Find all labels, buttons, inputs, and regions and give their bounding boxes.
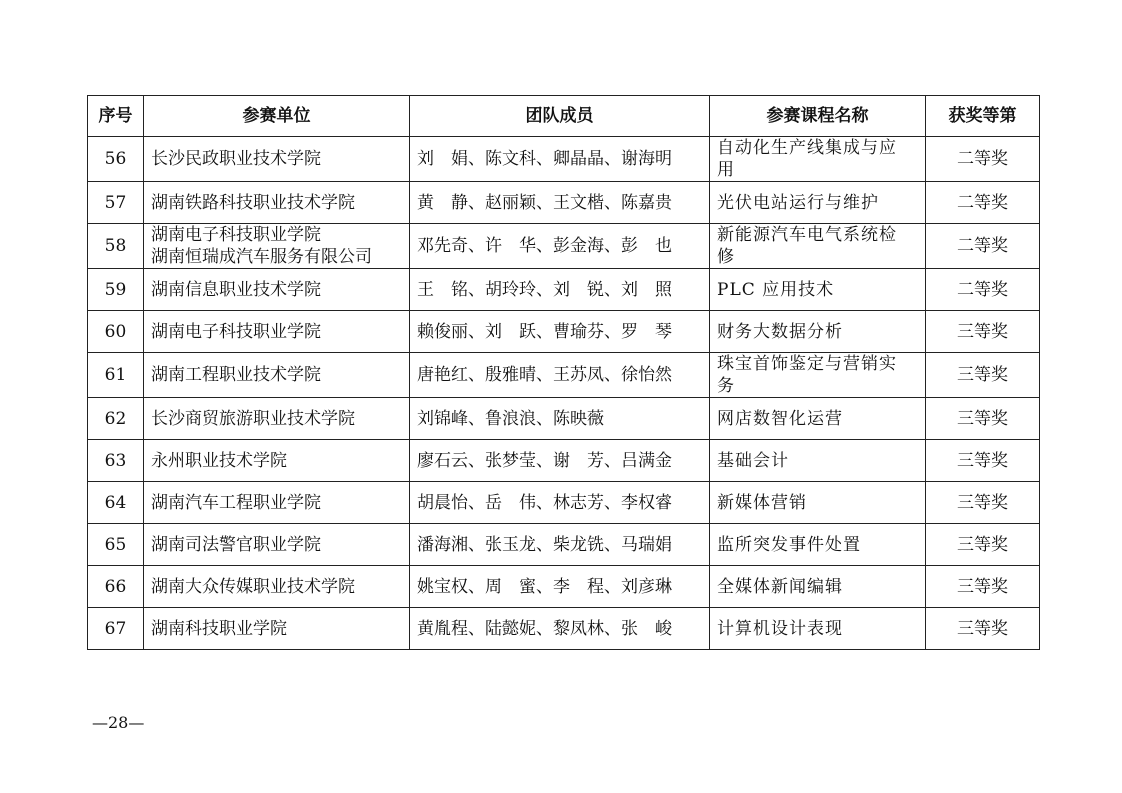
cell-course (710, 482, 926, 524)
table-row (88, 482, 1040, 524)
cell-no: 64 (88, 482, 144, 524)
table-row (88, 182, 1040, 224)
cell-members: 唐艳红、殷雅晴、王苏凤、徐怡然 (410, 353, 710, 398)
cell-no: 57 (88, 182, 144, 224)
cell-unit (144, 137, 410, 182)
table-row (88, 224, 1040, 269)
cell-unit (144, 608, 410, 650)
unit-line: 湖南信息职业技术学院 (151, 279, 321, 300)
cell-members: 赖俊丽、刘 跃、曹瑜芬、罗 琴 (410, 311, 710, 353)
cell-award: 二等奖 (926, 182, 1040, 224)
table-body (88, 137, 1040, 650)
unit-line: 湖南大众传媒职业技术学院 (151, 576, 355, 597)
cell-members: 王 铭、胡玲玲、刘 锐、刘 照 (410, 269, 710, 311)
cell-no: 66 (88, 566, 144, 608)
unit-line: 湖南司法警官职业学院 (151, 534, 321, 555)
cell-members: 潘海湘、张玉龙、柴龙铣、马瑞娟 (410, 524, 710, 566)
cell-no: 62 (88, 398, 144, 440)
cell-no: 63 (88, 440, 144, 482)
course-line: 监所突发事件处置 (717, 534, 861, 555)
cell-members: 姚宝权、周 蜜、李 程、刘彦琳 (410, 566, 710, 608)
cell-no: 58 (88, 224, 144, 269)
unit-line: 湖南电子科技职业学院 (151, 321, 321, 342)
cell-members: 黄胤程、陆懿妮、黎凤林、张 峻 (410, 608, 710, 650)
table-row (88, 608, 1040, 650)
header-course: 参赛课程名称 (710, 96, 926, 137)
cell-award: 二等奖 (926, 269, 1040, 311)
unit-line: 湖南铁路科技职业技术学院 (151, 192, 355, 213)
cell-members: 刘锦峰、鲁浪浪、陈映薇 (410, 398, 710, 440)
cell-award: 二等奖 (926, 137, 1040, 182)
cell-no: 61 (88, 353, 144, 398)
table-row (88, 398, 1040, 440)
cell-course (710, 524, 926, 566)
page-number: —28— (92, 713, 145, 732)
course-line: 财务大数据分析 (717, 321, 843, 342)
cell-course (710, 398, 926, 440)
table-row (88, 440, 1040, 482)
cell-unit (144, 566, 410, 608)
cell-award: 三等奖 (926, 398, 1040, 440)
course-line: 新能源汽车电气系统检 (717, 225, 897, 245)
unit-line: 湖南电子科技职业学院 (151, 225, 321, 245)
course-line: 全媒体新闻编辑 (717, 576, 843, 597)
cell-members: 胡晨怡、岳 伟、林志芳、李权睿 (410, 482, 710, 524)
cell-no: 60 (88, 311, 144, 353)
cell-unit (144, 269, 410, 311)
course-line: 务 (717, 376, 735, 396)
unit-line: 湖南汽车工程职业学院 (151, 492, 321, 513)
table-row (88, 311, 1040, 353)
cell-unit (144, 440, 410, 482)
header-award: 获奖等第 (926, 96, 1040, 137)
cell-course (710, 137, 926, 182)
cell-course (710, 440, 926, 482)
cell-course (710, 224, 926, 269)
cell-course (710, 269, 926, 311)
cell-course (710, 608, 926, 650)
unit-line: 长沙民政职业技术学院 (151, 149, 321, 169)
cell-award: 三等奖 (926, 311, 1040, 353)
header-no: 序号 (88, 96, 144, 137)
cell-unit (144, 224, 410, 269)
cell-course (710, 566, 926, 608)
cell-no: 65 (88, 524, 144, 566)
course-line: 光伏电站运行与维护 (717, 192, 879, 213)
cell-award: 三等奖 (926, 566, 1040, 608)
course-line: 修 (717, 247, 735, 267)
course-line: 网店数智化运营 (717, 408, 843, 429)
table-row (88, 137, 1040, 182)
unit-line: 湖南恒瑞成汽车服务有限公司 (151, 247, 372, 267)
course-line: 新媒体营销 (717, 492, 807, 513)
cell-members: 刘 娟、陈文科、卿晶晶、谢海明 (410, 137, 710, 182)
table-row (88, 353, 1040, 398)
course-line: PLC 应用技术 (717, 279, 835, 300)
course-line: 计算机设计表现 (717, 618, 843, 639)
table-row (88, 269, 1040, 311)
cell-award: 三等奖 (926, 524, 1040, 566)
cell-course (710, 182, 926, 224)
cell-unit (144, 398, 410, 440)
cell-members: 邓先奇、许 华、彭金海、彭 也 (410, 224, 710, 269)
cell-members: 廖石云、张梦莹、谢 芳、吕满金 (410, 440, 710, 482)
table-row (88, 566, 1040, 608)
cell-award: 三等奖 (926, 608, 1040, 650)
cell-no: 56 (88, 137, 144, 182)
cell-unit (144, 311, 410, 353)
course-line: 用 (717, 160, 735, 180)
unit-line: 湖南科技职业学院 (151, 618, 287, 639)
cell-no: 67 (88, 608, 144, 650)
course-line: 自动化生产线集成与应 (717, 138, 897, 158)
unit-line: 湖南工程职业技术学院 (151, 365, 321, 385)
course-line: 基础会计 (717, 450, 789, 471)
awards-table (87, 95, 1040, 650)
table-header-row (88, 96, 1040, 137)
cell-members: 黄 静、赵丽颖、王文楷、陈嘉贵 (410, 182, 710, 224)
cell-award: 三等奖 (926, 353, 1040, 398)
cell-unit (144, 482, 410, 524)
cell-award: 二等奖 (926, 224, 1040, 269)
header-unit: 参赛单位 (144, 96, 410, 137)
cell-unit (144, 182, 410, 224)
cell-award: 三等奖 (926, 482, 1040, 524)
cell-no: 59 (88, 269, 144, 311)
unit-line: 长沙商贸旅游职业技术学院 (151, 408, 355, 429)
cell-award: 三等奖 (926, 440, 1040, 482)
cell-unit (144, 353, 410, 398)
course-line: 珠宝首饰鉴定与营销实 (717, 354, 897, 374)
table-row (88, 524, 1040, 566)
unit-line: 永州职业技术学院 (151, 450, 287, 471)
header-members: 团队成员 (410, 96, 710, 137)
cell-course (710, 353, 926, 398)
cell-unit (144, 524, 410, 566)
cell-course (710, 311, 926, 353)
